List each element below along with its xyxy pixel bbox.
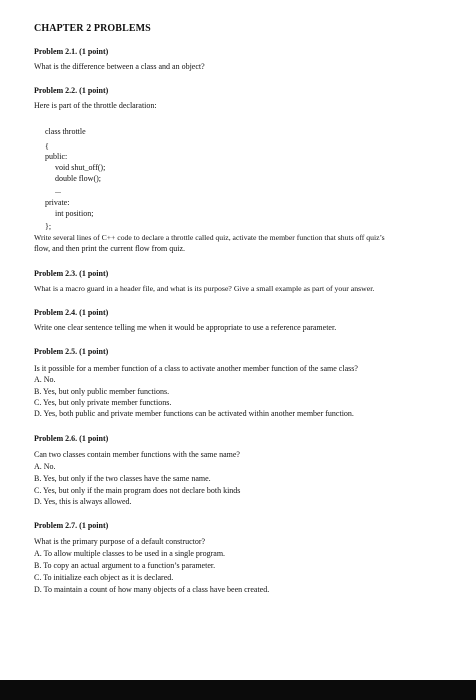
problem-2-6-heading: Problem 2.6. (1 point) — [34, 434, 109, 443]
code-line: ... — [55, 186, 61, 195]
problem-2-6-option: C. Yes, but only if the main program does not declare both kinds — [34, 486, 241, 495]
problem-2-5-option: A. No. — [34, 375, 56, 384]
bottom-black-bar — [0, 680, 476, 700]
problem-2-4-question: Write one clear sentence telling me when it would be appropriate to use a reference parameter. — [34, 323, 337, 332]
problem-2-1-heading: Problem 2.1. (1 point) — [34, 47, 109, 56]
chapter-title: CHAPTER 2 PROBLEMS — [34, 23, 151, 34]
problem-2-7-option: A. To allow multiple classes to be used in a single program. — [34, 549, 226, 558]
code-line: }; — [45, 222, 52, 231]
problem-2-7-option: D. To maintain a count of how many objects of a class have been created. — [34, 585, 270, 594]
problem-2-7-option: B. To copy an actual argument to a function’s parameter. — [34, 561, 216, 570]
problem-2-1-question: What is the difference between a class and an object? — [34, 62, 205, 71]
code-line: private: — [45, 198, 70, 207]
code-line: void shut_off(); — [55, 163, 106, 172]
code-line: class throttle — [45, 127, 86, 136]
problem-2-5-option: D. Yes, both public and private member functions can be activated within another member function. — [34, 409, 354, 418]
problem-2-6-option: D. Yes, this is always allowed. — [34, 497, 132, 506]
problem-2-3-heading: Problem 2.3. (1 point) — [34, 269, 109, 278]
problem-2-5-option: C. Yes, but only private member functions. — [34, 398, 172, 407]
problem-2-6-option: B. Yes, but only if the two classes have the same name. — [34, 474, 211, 483]
code-line: public: — [45, 152, 68, 161]
problem-2-2-intro: Here is part of the throttle declaration: — [34, 101, 157, 110]
problem-2-3-question: What is a macro guard in a header file, and what is its purpose? Give a small example as part of your answer. — [34, 284, 375, 293]
problem-2-5-question: Is it possible for a member function of a class to activate another member function of the same class? — [34, 364, 358, 373]
problem-2-2-task-line: flow, and then print the current flow from quiz. — [34, 244, 185, 253]
problem-2-5-option: B. Yes, but only public member functions. — [34, 387, 170, 396]
problem-2-7-option: C. To initialize each object as it is declared. — [34, 573, 174, 582]
problem-2-4-heading: Problem 2.4. (1 point) — [34, 308, 109, 317]
problem-2-7-question: What is the primary purpose of a default constructor? — [34, 537, 206, 546]
problem-2-5-heading: Problem 2.5. (1 point) — [34, 347, 109, 356]
problem-2-7-heading: Problem 2.7. (1 point) — [34, 521, 109, 530]
problem-2-6-question: Can two classes contain member functions with the same name? — [34, 450, 240, 459]
code-line: double flow(); — [55, 174, 101, 183]
problem-2-2-heading: Problem 2.2. (1 point) — [34, 86, 109, 95]
code-line: int position; — [55, 209, 94, 218]
code-line: { — [45, 142, 49, 151]
problem-2-2-task-line: Write several lines of C++ code to declare a throttle called quiz, activate the member function that shuts off quiz’s — [34, 233, 385, 242]
problem-2-6-option: A. No. — [34, 462, 56, 471]
